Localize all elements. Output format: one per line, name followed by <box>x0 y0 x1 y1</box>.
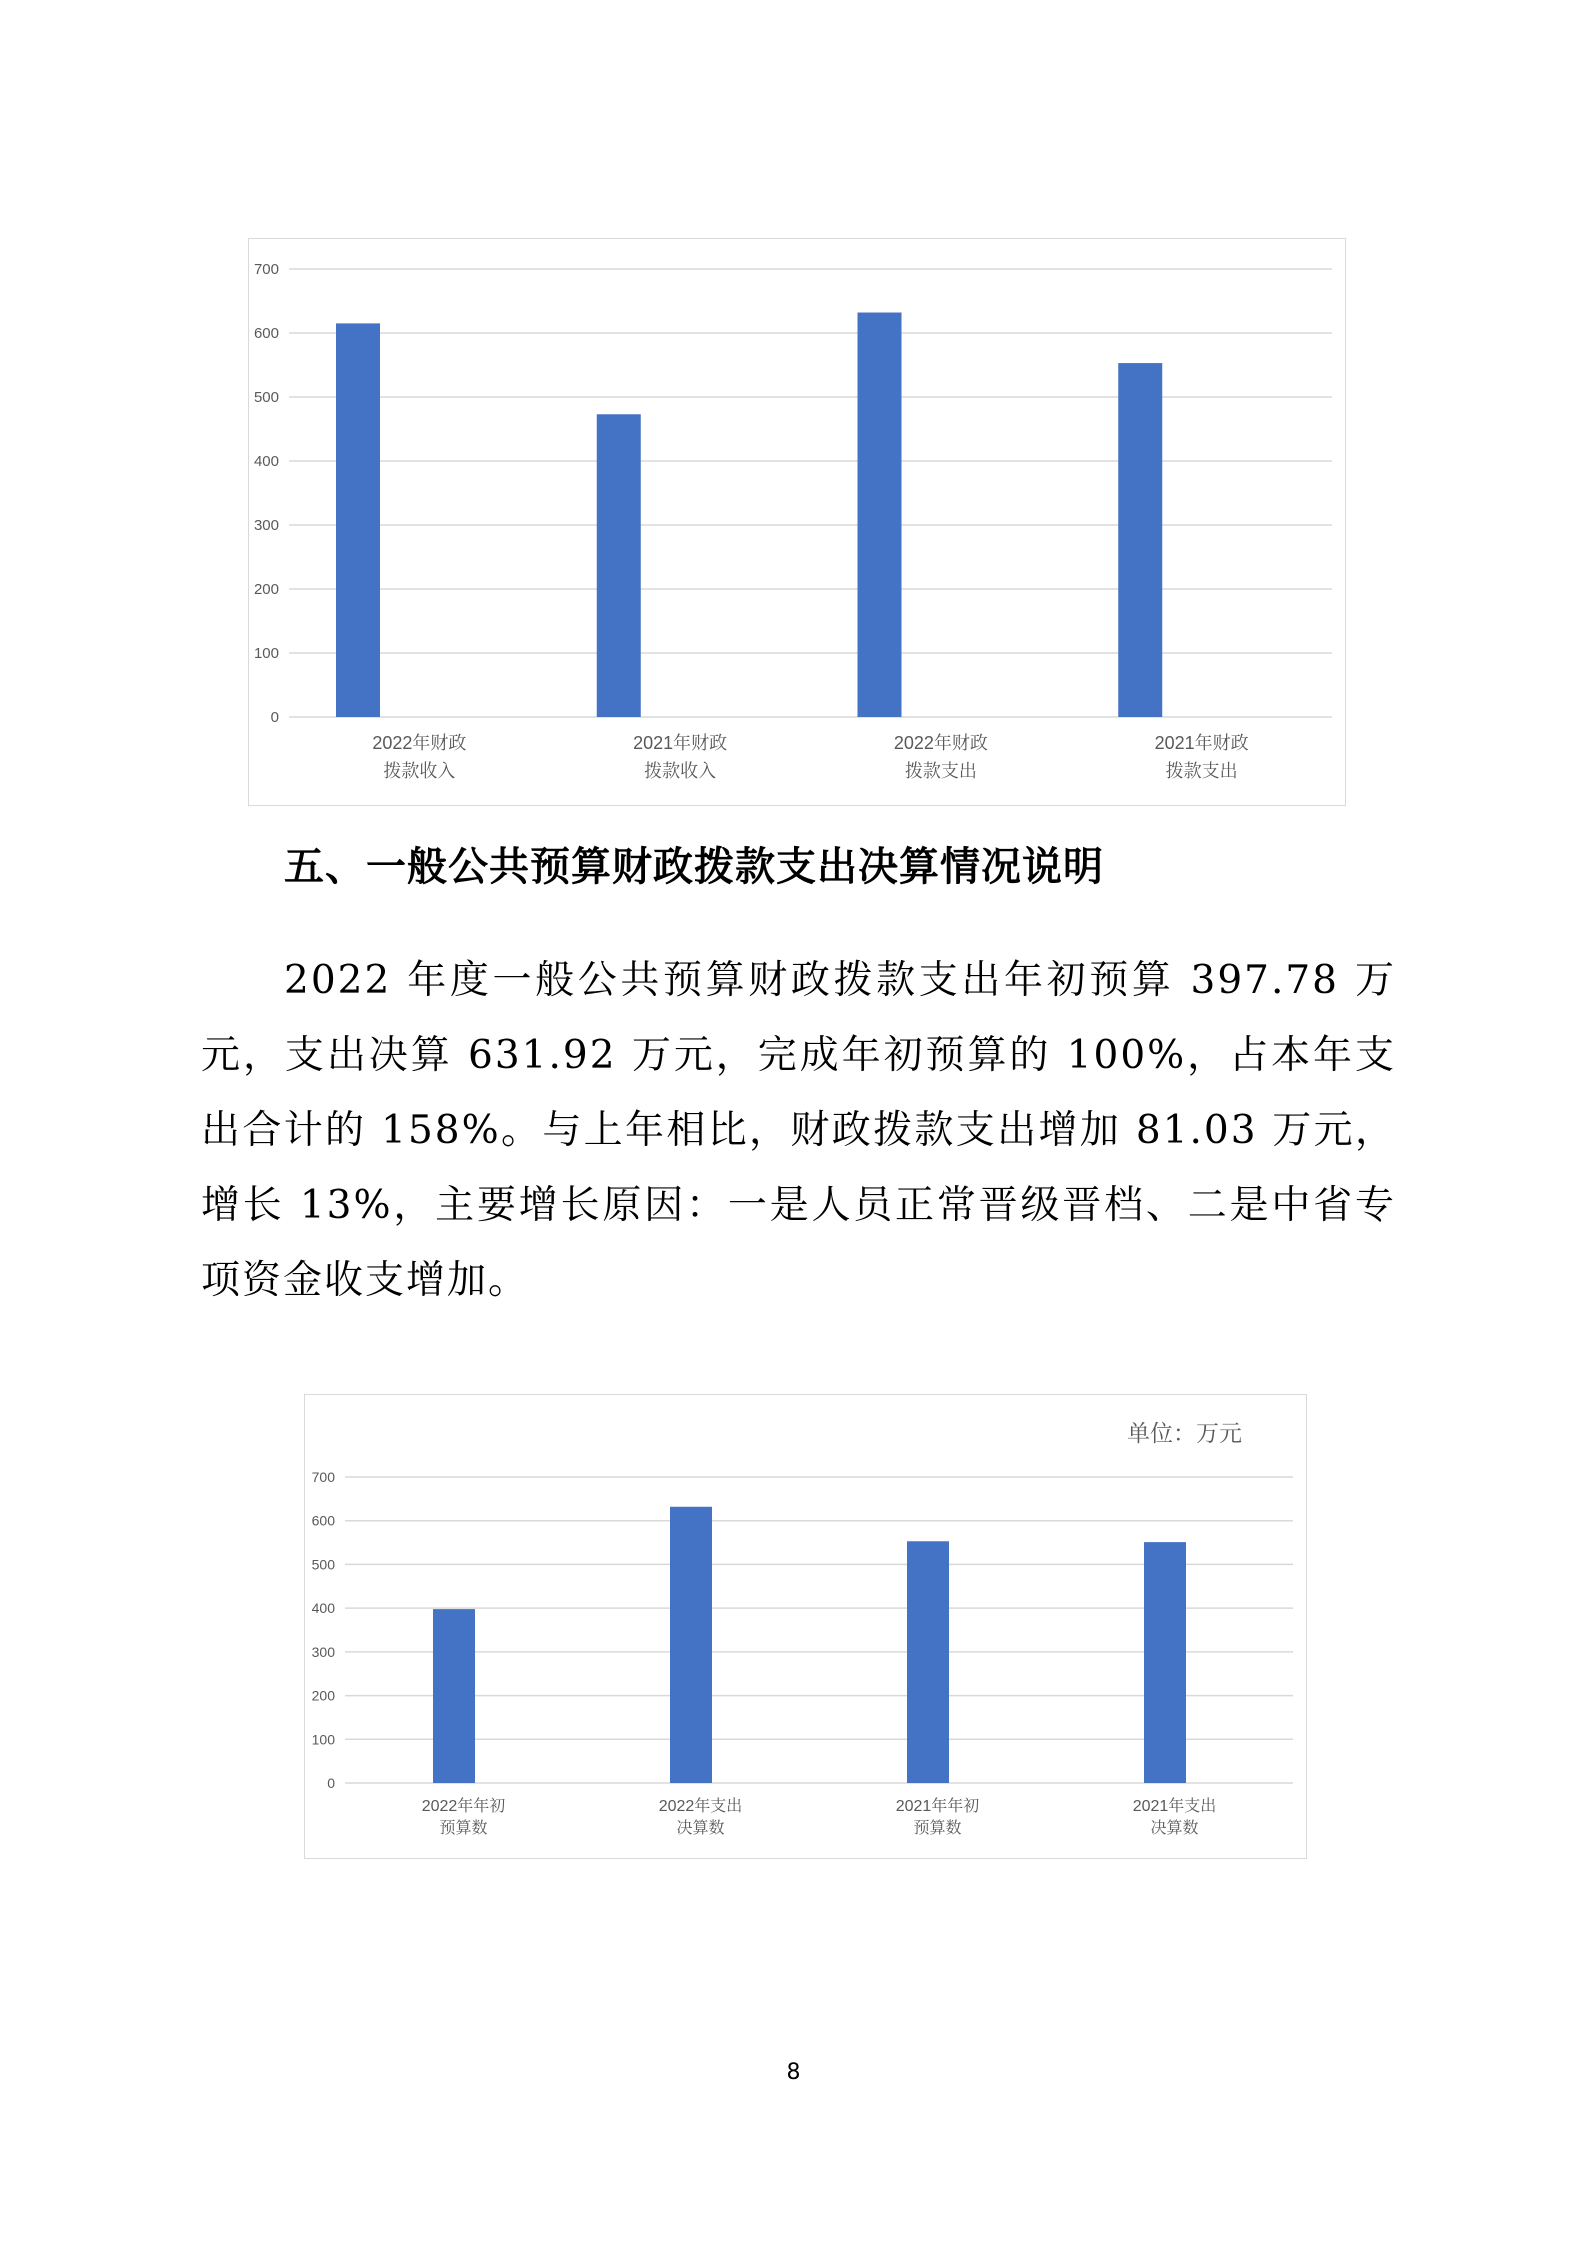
bar-3 <box>907 1541 949 1783</box>
y-tick-label: 600 <box>253 325 279 342</box>
y-tick-label: 100 <box>253 645 279 662</box>
bar-1 <box>433 1609 475 1783</box>
bar-2 <box>597 414 641 717</box>
x-category-label: 2022年年初预算数 <box>421 1798 506 1837</box>
x-category-label: 2022年支出决算数 <box>658 1798 743 1837</box>
y-tick-label: 200 <box>311 1687 335 1704</box>
bar-3 <box>858 313 902 717</box>
y-tick-label: 400 <box>311 1600 335 1617</box>
y-tick-label: 400 <box>253 453 279 470</box>
x-category-label: 2021年财政拨款收入 <box>633 733 728 781</box>
y-tick-label: 600 <box>311 1512 335 1529</box>
x-category-label: 2021年年初预算数 <box>895 1798 980 1837</box>
section-heading: 五、一般公共预算财政拨款支出决算情况说明 <box>284 844 1104 890</box>
y-tick-label: 0 <box>327 1775 335 1791</box>
y-tick-label: 700 <box>311 1469 335 1485</box>
y-tick-label: 500 <box>253 389 279 406</box>
bar-4 <box>1144 1542 1186 1783</box>
y-tick-label: 300 <box>311 1643 335 1660</box>
chart-1-svg <box>249 239 1347 807</box>
y-tick-label: 300 <box>253 517 279 534</box>
x-category-label: 2022年财政拨款支出 <box>893 733 988 781</box>
y-tick-label: 200 <box>253 581 279 598</box>
bar-1 <box>336 323 380 717</box>
x-category-label: 2021年财政拨款支出 <box>1154 733 1249 781</box>
page-number: 8 <box>786 2060 801 2085</box>
y-tick-label: 500 <box>311 1556 335 1573</box>
y-tick-label: 100 <box>311 1731 335 1748</box>
bar-4 <box>1118 363 1162 717</box>
x-category-label: 2022年财政拨款收入 <box>372 733 467 781</box>
bar-2 <box>670 1507 712 1783</box>
chart-2-svg <box>305 1395 1308 1860</box>
section-paragraph: 2022 年度一般公共预算财政拨款支出年初预算 397.78 万元，支出决算 631.92 万元，完成年初预算的 100%，占本年支出合计的 158%。与上年相比，财政拨款支出增加 81.03 万元，增长 13%，主要增长原因：一是人员正常晋级晋档、二是中省专项资金收支增加。 <box>201 958 1396 1303</box>
x-category-label: 2021年支出决算数 <box>1132 1798 1217 1837</box>
y-tick-label: 700 <box>253 261 279 278</box>
chart-budget-vs-final-accounts <box>304 1394 1307 1859</box>
y-tick-label: 0 <box>270 709 279 726</box>
chart-unit-label: 单位：万元 <box>1127 1421 1242 1447</box>
chart-fiscal-allocation-income-expenditure <box>248 238 1346 806</box>
